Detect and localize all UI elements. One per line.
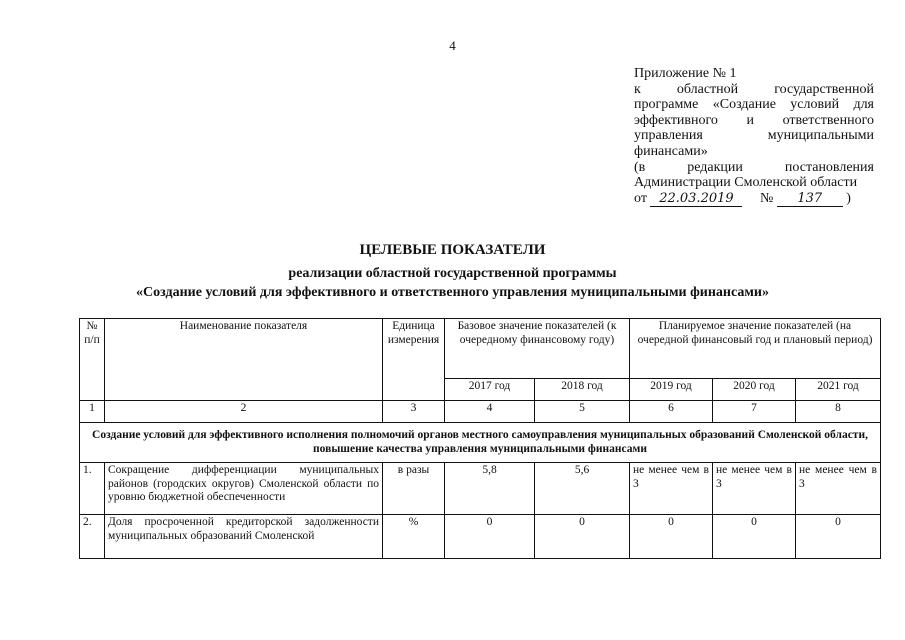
row-name: Доля просроченной кредиторской задолженности муниципальных образований Смоленской bbox=[105, 515, 383, 559]
section-title: Создание условий для эффективного исполнения полномочий органов местного самоуправления муниципальных образований Смоленской области, повышение качества управления муниципальными финансами bbox=[80, 423, 881, 463]
row-value-2018: 0 bbox=[535, 515, 630, 559]
appendix-block bbox=[634, 66, 874, 207]
column-number: 7 bbox=[713, 401, 796, 423]
column-number: 2 bbox=[105, 401, 383, 423]
column-number: 1 bbox=[80, 401, 105, 423]
document-subtitle: реализации областной государственной программы bbox=[288, 266, 617, 281]
header-row bbox=[80, 319, 881, 379]
table-row bbox=[80, 515, 881, 559]
row-value-2017: 5,8 bbox=[445, 463, 535, 515]
close-paren: ) bbox=[846, 190, 851, 206]
header-name: Наименование показателя bbox=[105, 319, 383, 401]
appendix-line: к областной государственной bbox=[634, 81, 874, 97]
column-number: 5 bbox=[535, 401, 630, 423]
row-value-2020: 0 bbox=[713, 515, 796, 559]
row-name: Сокращение дифференциации муниципальных районов (городских округов) Смоленской области по уровню бюджетной обеспеченности bbox=[105, 463, 383, 515]
appendix-line: эффективного и ответственного bbox=[634, 112, 874, 128]
appendix-line: программе «Создание условий для bbox=[634, 97, 874, 113]
row-value-2021: 0 bbox=[796, 515, 881, 559]
section-row bbox=[80, 423, 881, 463]
column-numbers-row bbox=[80, 401, 881, 423]
row-unit: % bbox=[383, 515, 445, 559]
header-num: № п/п bbox=[80, 319, 105, 401]
row-num: 2. bbox=[80, 515, 105, 559]
header-year-2018: 2018 год bbox=[535, 379, 630, 401]
header-year-2017: 2017 год bbox=[445, 379, 535, 401]
row-unit: в разы bbox=[383, 463, 445, 515]
appendix-line: Приложение № 1 bbox=[634, 66, 737, 81]
table-row bbox=[80, 463, 881, 515]
row-value-2019: 0 bbox=[630, 515, 713, 559]
row-value-2019: не менее чем в 3 bbox=[630, 463, 713, 515]
appendix-line: (в редакции постановления bbox=[634, 159, 874, 175]
appendix-line: управления муниципальными bbox=[634, 128, 874, 144]
header-unit: Единица измерения bbox=[383, 319, 445, 401]
header-base: Базовое значение показателей (к очередному финансовому году) bbox=[445, 319, 630, 379]
row-value-2021: не менее чем в 3 bbox=[796, 463, 881, 515]
column-number: 6 bbox=[630, 401, 713, 423]
header-planned: Планируемое значение показателей (на очередной финансовый год и плановый период) bbox=[630, 319, 881, 379]
appendix-line: финансами» bbox=[634, 143, 708, 159]
row-num: 1. bbox=[80, 463, 105, 515]
row-value-2017: 0 bbox=[445, 515, 535, 559]
column-number: 4 bbox=[445, 401, 535, 423]
number-label: № bbox=[759, 190, 774, 206]
appendix-line: Администрации Смоленской области bbox=[634, 175, 858, 191]
handwritten-number: 137 bbox=[777, 191, 843, 208]
program-name: «Создание условий для эффективного и ответственного управления муниципальными финансами» bbox=[136, 285, 769, 300]
header-year-2019: 2019 год bbox=[630, 379, 713, 401]
handwritten-date: 22.03.2019 bbox=[650, 191, 742, 208]
appendix-signature-line bbox=[634, 191, 874, 208]
from-label: от bbox=[634, 190, 647, 206]
row-value-2018: 5,6 bbox=[535, 463, 630, 515]
document-title: ЦЕЛЕВЫЕ ПОКАЗАТЕЛИ bbox=[359, 242, 546, 258]
header-year-2021: 2021 год bbox=[796, 379, 881, 401]
header-year-2020: 2020 год bbox=[713, 379, 796, 401]
indicators-table bbox=[79, 318, 881, 559]
column-number: 8 bbox=[796, 401, 881, 423]
page-number: 4 bbox=[449, 38, 456, 53]
row-value-2020: не менее чем в 3 bbox=[713, 463, 796, 515]
column-number: 3 bbox=[383, 401, 445, 423]
